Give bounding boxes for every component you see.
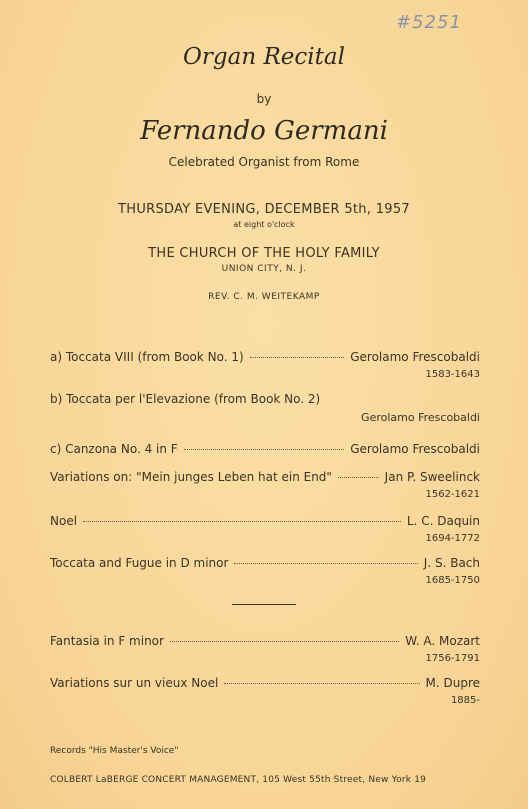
by-line: by — [256, 92, 272, 106]
program-item — [50, 470, 480, 500]
dot-leader — [224, 683, 419, 684]
composer-dates: 1562-1621 — [425, 489, 480, 500]
program-item — [50, 556, 480, 586]
composer-dates: 1685-1750 — [425, 575, 480, 586]
event-time: at eight o'clock — [233, 220, 295, 229]
composer-name: W. A. Mozart — [405, 634, 480, 648]
piece-title: Noel — [50, 514, 78, 528]
dot-leader — [250, 357, 345, 358]
dot-leader — [184, 449, 345, 450]
composer-name: M. Dupre — [425, 676, 480, 690]
composer-dates: 1694-1772 — [425, 533, 480, 544]
composer-dates: 1885- — [450, 695, 480, 706]
venue-city: UNION CITY, N. J. — [221, 264, 307, 274]
program-item — [50, 392, 480, 424]
page-title: Organ Recital — [183, 44, 345, 70]
records-note: Records "His Master's Voice" — [50, 746, 179, 756]
piece-title: c) Canzona No. 4 in F — [50, 442, 178, 456]
event-date: THURSDAY EVENING, DECEMBER 5th, 1957 — [118, 202, 410, 217]
piece-title: Variations sur un vieux Noel — [50, 676, 219, 690]
composer-name: Jan P. Sweelinck — [384, 470, 480, 484]
composer-name: L. C. Daquin — [406, 514, 480, 528]
composer-name: Gerolamo Frescobaldi — [361, 411, 480, 424]
piece-title: a) Toccata VIII (from Book No. 1) — [50, 350, 244, 364]
composer-dates: 1756-1791 — [425, 653, 480, 664]
dot-leader — [338, 477, 379, 478]
program-item — [50, 676, 480, 706]
intermission-divider — [232, 604, 296, 605]
performer-subtitle: Celebrated Organist from Rome — [168, 155, 360, 169]
venue-name: THE CHURCH OF THE HOLY FAMILY — [148, 246, 380, 261]
dot-leader — [170, 641, 399, 642]
piece-title: Variations on: "Mein junges Leben hat ein End" — [50, 470, 332, 484]
program-item — [50, 514, 480, 544]
dot-leader — [83, 521, 401, 522]
pastor-name: REV. C. M. WEITEKAMP — [208, 292, 320, 302]
program-item — [50, 634, 480, 664]
dot-leader — [234, 563, 417, 564]
piece-title: b) Toccata per l'Elevazione (from Book No. 2) — [50, 392, 321, 406]
composer-name: Gerolamo Frescobaldi — [350, 442, 480, 456]
composer-name: J. S. Bach — [423, 556, 480, 570]
program-item — [50, 350, 480, 380]
composer-name: Gerolamo Frescobaldi — [350, 350, 480, 364]
piece-title: Toccata and Fugue in D minor — [50, 556, 229, 570]
management-line: COLBERT LaBERGE CONCERT MANAGEMENT, 105 West 55th Street, New York 19 — [50, 775, 427, 785]
program-item — [50, 442, 480, 456]
piece-title: Fantasia in F minor — [50, 634, 164, 648]
archive-handwritten-mark: #5251 — [396, 12, 462, 33]
performer-name: Fernando Germani — [140, 116, 388, 146]
composer-dates: 1583-1643 — [425, 369, 480, 380]
